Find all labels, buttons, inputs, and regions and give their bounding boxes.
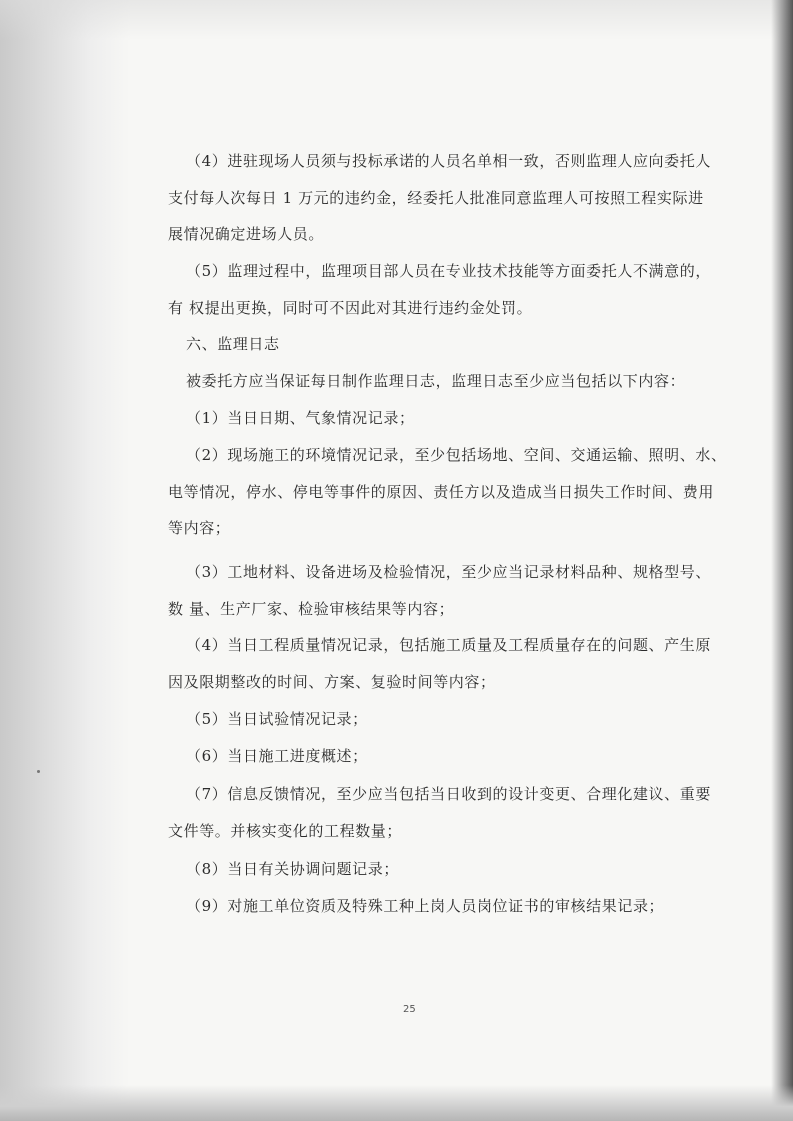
paragraph-log-intro bbox=[168, 363, 688, 400]
text-line: 等内容； bbox=[168, 519, 231, 537]
paragraph-replacement-right bbox=[168, 253, 711, 326]
text-line: 六、监理日志 bbox=[186, 335, 280, 353]
text-line: 支付每人次每日 1 万元的违约金，经委托人批准同意监理人可按照工程实际进 bbox=[168, 188, 704, 207]
section-heading-supervision-log bbox=[168, 326, 688, 363]
text-line: （1）当日日期、气象情况记录； bbox=[186, 409, 415, 427]
text-line: 有 权提出更换，同时可不因此对其进行违约金处罚。 bbox=[168, 298, 533, 317]
paragraph-personnel-list bbox=[168, 143, 711, 253]
text-line: 被委托方应当保证每日制作监理日志，监理日志至少应当包括以下内容： bbox=[186, 372, 686, 390]
list-item-5 bbox=[168, 701, 688, 738]
text-line: 文件等。并核实变化的工程数量； bbox=[168, 821, 403, 840]
scan-shadow-top bbox=[0, 0, 793, 40]
list-item-6 bbox=[168, 738, 688, 775]
page-number: 25 bbox=[403, 1004, 416, 1015]
text-line: （4）当日工程质量情况记录，包括施工质量及工程质量存在的问题、产生原 bbox=[186, 636, 711, 654]
text-line: （9）对施工单位资质及特殊工种上岗人员岗位证书的审核结果记录； bbox=[186, 897, 665, 915]
text-line: （5）当日试验情况记录； bbox=[186, 710, 368, 728]
list-item-7 bbox=[168, 776, 711, 849]
text-line: 数 量、生产厂家、检验审核结果等内容； bbox=[168, 599, 455, 618]
list-item-8 bbox=[168, 851, 688, 888]
list-item-2 bbox=[168, 437, 727, 547]
list-item-4 bbox=[168, 627, 711, 700]
text-line: （7）信息反馈情况，至少应当包括当日收到的设计变更、合理化建议、重要 bbox=[186, 785, 711, 803]
list-item-1 bbox=[168, 400, 688, 437]
text-line: （6）当日施工进度概述； bbox=[186, 747, 368, 765]
list-item-3 bbox=[168, 554, 711, 627]
scan-speck bbox=[37, 770, 40, 773]
text-line: （3）工地材料、设备进场及检验情况，至少应当记录材料品种、规格型号、 bbox=[186, 563, 711, 581]
scan-shadow-left bbox=[0, 0, 130, 1121]
scan-edge-bottom bbox=[0, 1085, 793, 1121]
text-line: （5）监理过程中，监理项目部人员在专业技术技能等方面委托人不满意的， bbox=[186, 262, 711, 280]
scan-edge-right bbox=[771, 0, 793, 1121]
text-line: （8）当日有关协调问题记录； bbox=[186, 860, 399, 878]
text-line: （2）现场施工的环境情况记录，至少包括场地、空间、交通运输、照明、水、 bbox=[186, 446, 727, 464]
text-line: 因及限期整改的时间、方案、复验时间等内容； bbox=[168, 672, 496, 691]
text-line: 展情况确定进场人员。 bbox=[168, 225, 325, 243]
text-line: 电等情况，停水、停电等事件的原因、责任方以及造成当日损失工作时间、费用 bbox=[168, 482, 715, 501]
list-item-9 bbox=[168, 888, 688, 925]
text-line: （4）进驻现场人员须与投标承诺的人员名单相一致，否则监理人应向委托人 bbox=[186, 152, 711, 170]
